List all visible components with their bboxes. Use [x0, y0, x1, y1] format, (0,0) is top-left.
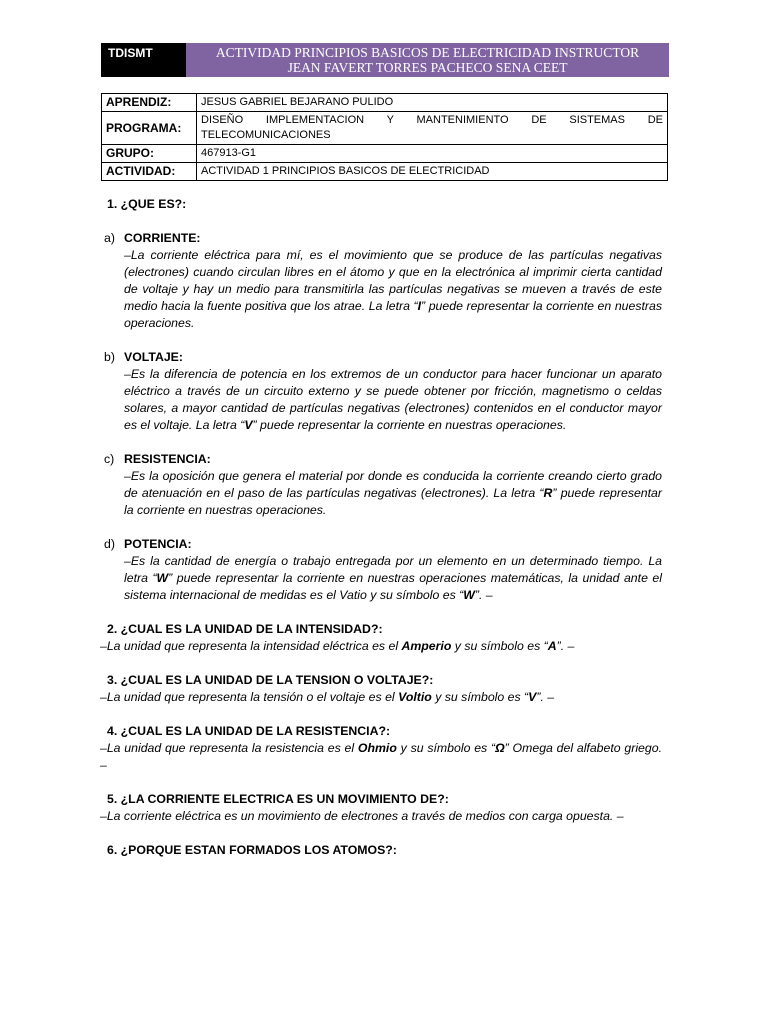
actividad-value: ACTIVIDAD 1 PRINCIPIOS BASICOS DE ELECTRICIDAD	[197, 163, 668, 181]
document-header	[101, 43, 669, 77]
question-1-title: 1. ¿QUE ES?:	[107, 197, 187, 211]
table-row	[102, 94, 668, 112]
actividad-label: ACTIVIDAD:	[102, 163, 197, 181]
table-row	[102, 145, 668, 163]
question-1c	[104, 451, 662, 519]
grupo-label: GRUPO:	[102, 145, 197, 163]
question-1b	[104, 349, 662, 434]
item-text: –Es la oposición que genera el material por donde es conducida la corriente creando cierto grado de atenuación en el paso de las partículas negativas (electrones). La letra “R” puede representar la corriente en nuestras operaciones.	[124, 469, 662, 517]
document-body	[100, 196, 662, 859]
grupo-value: 467913-G1	[197, 145, 668, 163]
question-3-title: 3. ¿CUAL ES LA UNIDAD DE LA TENSION O VOLTAJE?:	[107, 673, 434, 687]
item-label: b)	[104, 350, 115, 364]
question-4-answer: –La unidad que representa la resistencia es el Ohmio y su símbolo es “Ω” Omega del alfabeto griego. –	[100, 741, 662, 772]
item-text: –Es la diferencia de potencia en los extremos de un conductor para hacer funcionar un aparato eléctrico a través de un circuito externo y se puede obtener por fricción, magnetismo o celdas solares, a mayor cantidad de partículas negativas (electrones) contenidos en el conductor mayor es el voltaje. La letra “V” puede representar la corriente en nuestras operaciones.	[124, 367, 662, 432]
header-title-line1: ACTIVIDAD PRINCIPIOS BASICOS DE ELECTRICIDAD INSTRUCTOR	[215, 45, 640, 60]
aprendiz-label: APRENDIZ:	[102, 94, 197, 112]
programa-value-line1: DISEÑO IMPLEMENTACION Y MANTENIMIENTO DE SISTEMAS DE	[201, 114, 663, 126]
question-2-title: 2. ¿CUAL ES LA UNIDAD DE LA INTENSIDAD?:	[107, 622, 383, 636]
item-label: c)	[104, 452, 115, 466]
item-label: a)	[104, 231, 115, 245]
item-text: –La corriente eléctrica para mí, es el movimiento que se produce de las partículas negativas (electrones) cuando circulan libres en el átomo y que en la electrónica al imprimir cierta cantidad de voltaje y hay un medio para transmitirla las partículas negativas se mueven a través de este medio hacia la fuente positiva que los atrae. La letra “I” puede representar la corriente en nuestras operaciones.	[124, 248, 662, 330]
item-title: RESISTENCIA:	[124, 452, 211, 466]
question-5-answer: –La corriente eléctrica es un movimiento de electrones a través de medios con carga opuesta. –	[100, 809, 624, 823]
table-row	[102, 112, 668, 145]
question-5-title: 5. ¿LA CORRIENTE ELECTRICA ES UN MOVIMIENTO DE?:	[107, 792, 449, 806]
programa-value-line2: TELECOMUNICACIONES	[201, 129, 331, 141]
item-title: POTENCIA:	[124, 537, 192, 551]
programa-value	[197, 112, 668, 145]
question-2-answer: –La unidad que representa la intensidad eléctrica es el Amperio y su símbolo es “A”. –	[100, 639, 575, 653]
table-row	[102, 163, 668, 181]
header-code: TDISMT	[101, 43, 186, 77]
item-text: –Es la cantidad de energía o trabajo entregada por un elemento en un determinado tiempo. La letra “W” puede representar la corriente en nuestras operaciones matemáticas, la unidad ante el sistema internacional de medidas es el Vatio y su símbolo es “W”. –	[124, 554, 662, 602]
aprendiz-value: JESUS GABRIEL BEJARANO PULIDO	[197, 94, 668, 112]
question-3-answer: –La unidad que representa la tensión o el voltaje es el Voltio y su símbolo es “V”. –	[100, 690, 555, 704]
item-label: d)	[104, 537, 115, 551]
header-title	[186, 43, 669, 77]
item-title: VOLTAJE:	[124, 350, 183, 364]
item-title: CORRIENTE:	[124, 231, 201, 245]
question-6-title: 6. ¿PORQUE ESTAN FORMADOS LOS ATOMOS?:	[107, 843, 397, 857]
question-4-title: 4. ¿CUAL ES LA UNIDAD DE LA RESISTENCIA?:	[107, 724, 391, 738]
programa-label: PROGRAMA:	[102, 112, 197, 145]
header-title-line2: JEAN FAVERT TORRES PACHECO SENA CEET	[287, 60, 568, 75]
question-1d	[104, 536, 662, 604]
student-info-table	[101, 93, 668, 181]
question-1a	[104, 230, 662, 332]
